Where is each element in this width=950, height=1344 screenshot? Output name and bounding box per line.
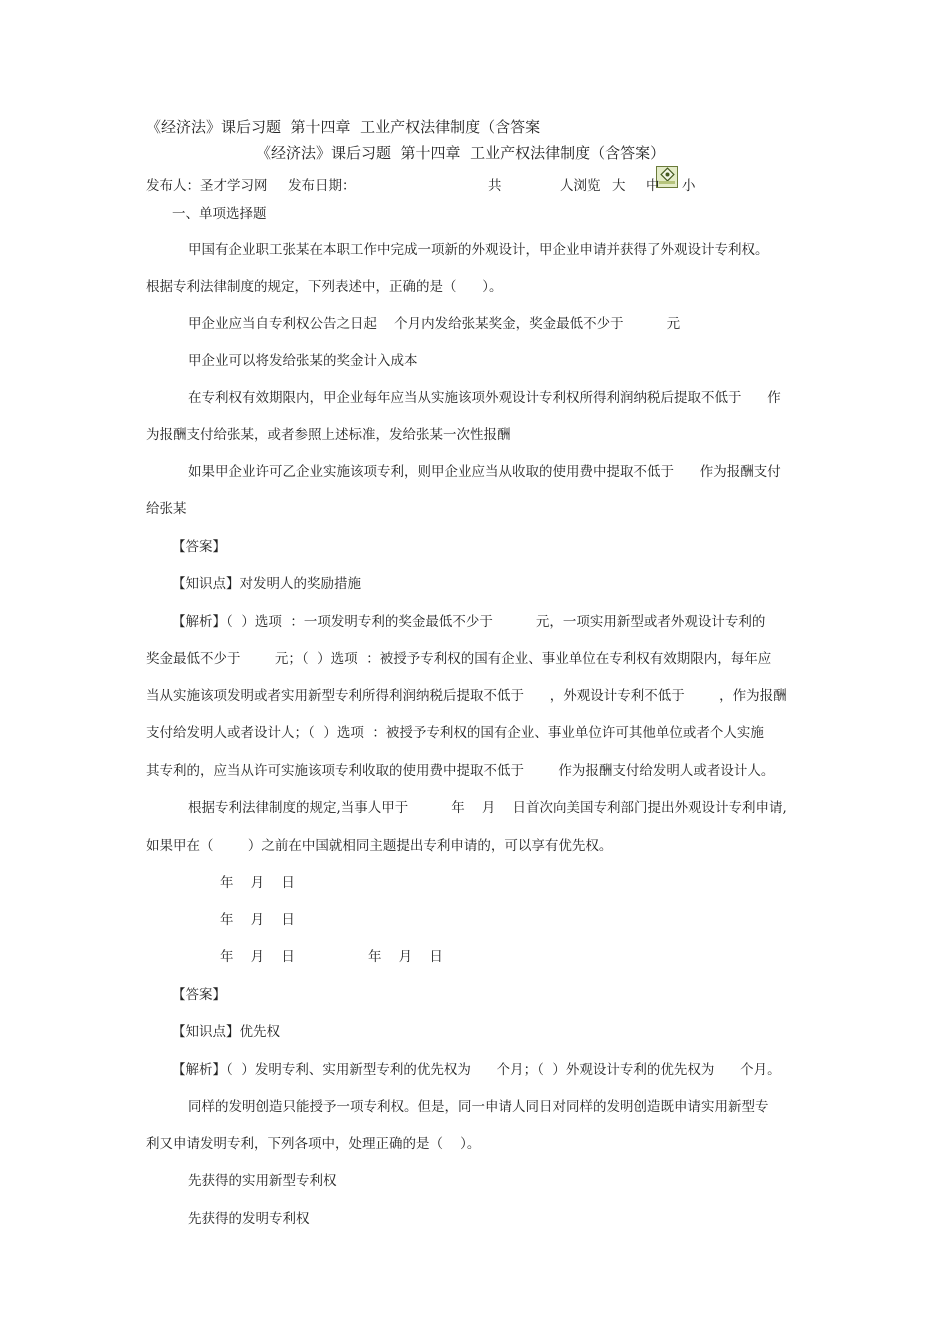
q3-stem-line1: 同样的发明创造只能授予一项专利权。但是，同一申请人同日对同样的发明创造既申请实用新型专 bbox=[188, 1099, 769, 1115]
publish-info-bar bbox=[146, 172, 766, 192]
views-label: 人浏览 bbox=[560, 178, 601, 194]
doc-title-line2: 《经济法》课后习题 第十四章 工业产权法律制度（含答案） bbox=[256, 144, 666, 162]
q2-option-a: 年 月 日 bbox=[220, 875, 295, 891]
q3-option-a: 先获得的实用新型专利权 bbox=[188, 1173, 337, 1189]
publisher-label: 发布人：圣才学习网 bbox=[146, 178, 268, 194]
q1-analysis-line4: 支付给发明人或者设计人；（ ）选项 ：被授予专利权的国有企业、事业单位许可其他单位或者个人实施 bbox=[146, 725, 764, 741]
q1-stem-line1: 甲国有企业职工张某在本职工作中完成一项新的外观设计，甲企业申请并获得了外观设计专利权。 bbox=[188, 242, 769, 258]
q2-option-b: 年 月 日 bbox=[220, 912, 295, 928]
q1-option-d-line2: 给张某 bbox=[146, 501, 187, 517]
font-size-large-link[interactable]: 大 bbox=[612, 178, 626, 194]
q1-option-d-line1: 如果甲企业许可乙企业实施该项专利，则甲企业应当从收取的使用费中提取不低于 作为报酬支付 bbox=[188, 464, 781, 480]
q1-option-b: 甲企业可以将发给张某的奖金计入成本 bbox=[188, 353, 418, 369]
q1-option-c-line2: 为报酬支付给张某，或者参照上述标准，发给张某一次性报酬 bbox=[146, 427, 511, 443]
section-heading: 一、单项选择题 bbox=[172, 206, 267, 222]
font-size-medium-link[interactable]: 中 bbox=[646, 178, 660, 194]
q2-option-c: 年 月 日 bbox=[220, 949, 295, 965]
doc-title-line1: 《经济法》课后习题 第十四章 工业产权法律制度（含答案 bbox=[146, 118, 541, 136]
q1-stem-line2: 根据专利法律制度的规定，下列表述中，正确的是（ ）。 bbox=[146, 279, 503, 295]
q1-option-c-line1: 在专利权有效期限内，甲企业每年应当从实施该项外观设计专利权所得利润纳税后提取不低于 作 bbox=[188, 390, 781, 406]
q2-stem-line2: 如果甲在（ ）之前在中国就相同主题提出专利申请的，可以享有优先权。 bbox=[146, 838, 613, 854]
q1-analysis-line1: 【解析】（ ）选项 ：一项发明专利的奖金最低不少于 元，一项实用新型或者外观设计专利的 bbox=[172, 614, 766, 630]
q2-answer: 【答案】 bbox=[172, 987, 226, 1003]
q2-knowledge-point: 【知识点】优先权 bbox=[172, 1024, 280, 1040]
q3-stem-line2: 利又申请发明专利，下列各项中，处理正确的是（ ）。 bbox=[146, 1136, 481, 1152]
q2-analysis: 【解析】（ ）发明专利、实用新型专利的优先权为 个月；（ ）外观设计专利的优先权为 个月。 bbox=[172, 1062, 781, 1078]
total-views-prefix: 共 bbox=[488, 178, 502, 194]
publish-date-label: 发布日期： bbox=[288, 178, 356, 194]
q1-analysis-line5: 其专利的，应当从许可实施该项专利收取的使用费中提取不低于 作为报酬支付给发明人或者设计人。 bbox=[146, 763, 775, 779]
q1-knowledge-point: 【知识点】对发明人的奖励措施 bbox=[172, 576, 361, 592]
q3-option-b: 先获得的发明专利权 bbox=[188, 1211, 310, 1227]
q1-analysis-line2: 奖金最低不少于 元；（ ）选项 ：被授予专利权的国有企业、事业单位在专利权有效期限内，每年应 bbox=[146, 651, 772, 667]
q1-answer: 【答案】 bbox=[172, 539, 226, 555]
font-size-small-link[interactable]: 小 bbox=[682, 178, 696, 194]
q1-option-a: 甲企业应当自专利权公告之日起 个月内发给张某奖金，奖金最低不少于 元 bbox=[188, 316, 681, 332]
q2-option-d: 年 月 日 bbox=[368, 949, 443, 965]
q1-analysis-line3: 当从实施该项发明或者实用新型专利所得利润纳税后提取不低于 ，外观设计专利不低于 ，作为报酬 bbox=[146, 688, 787, 704]
q2-stem-line1: 根据专利法律制度的规定,当事人甲于 年 月 日首次向美国专利部门提出外观设计专利申请, bbox=[188, 800, 787, 816]
